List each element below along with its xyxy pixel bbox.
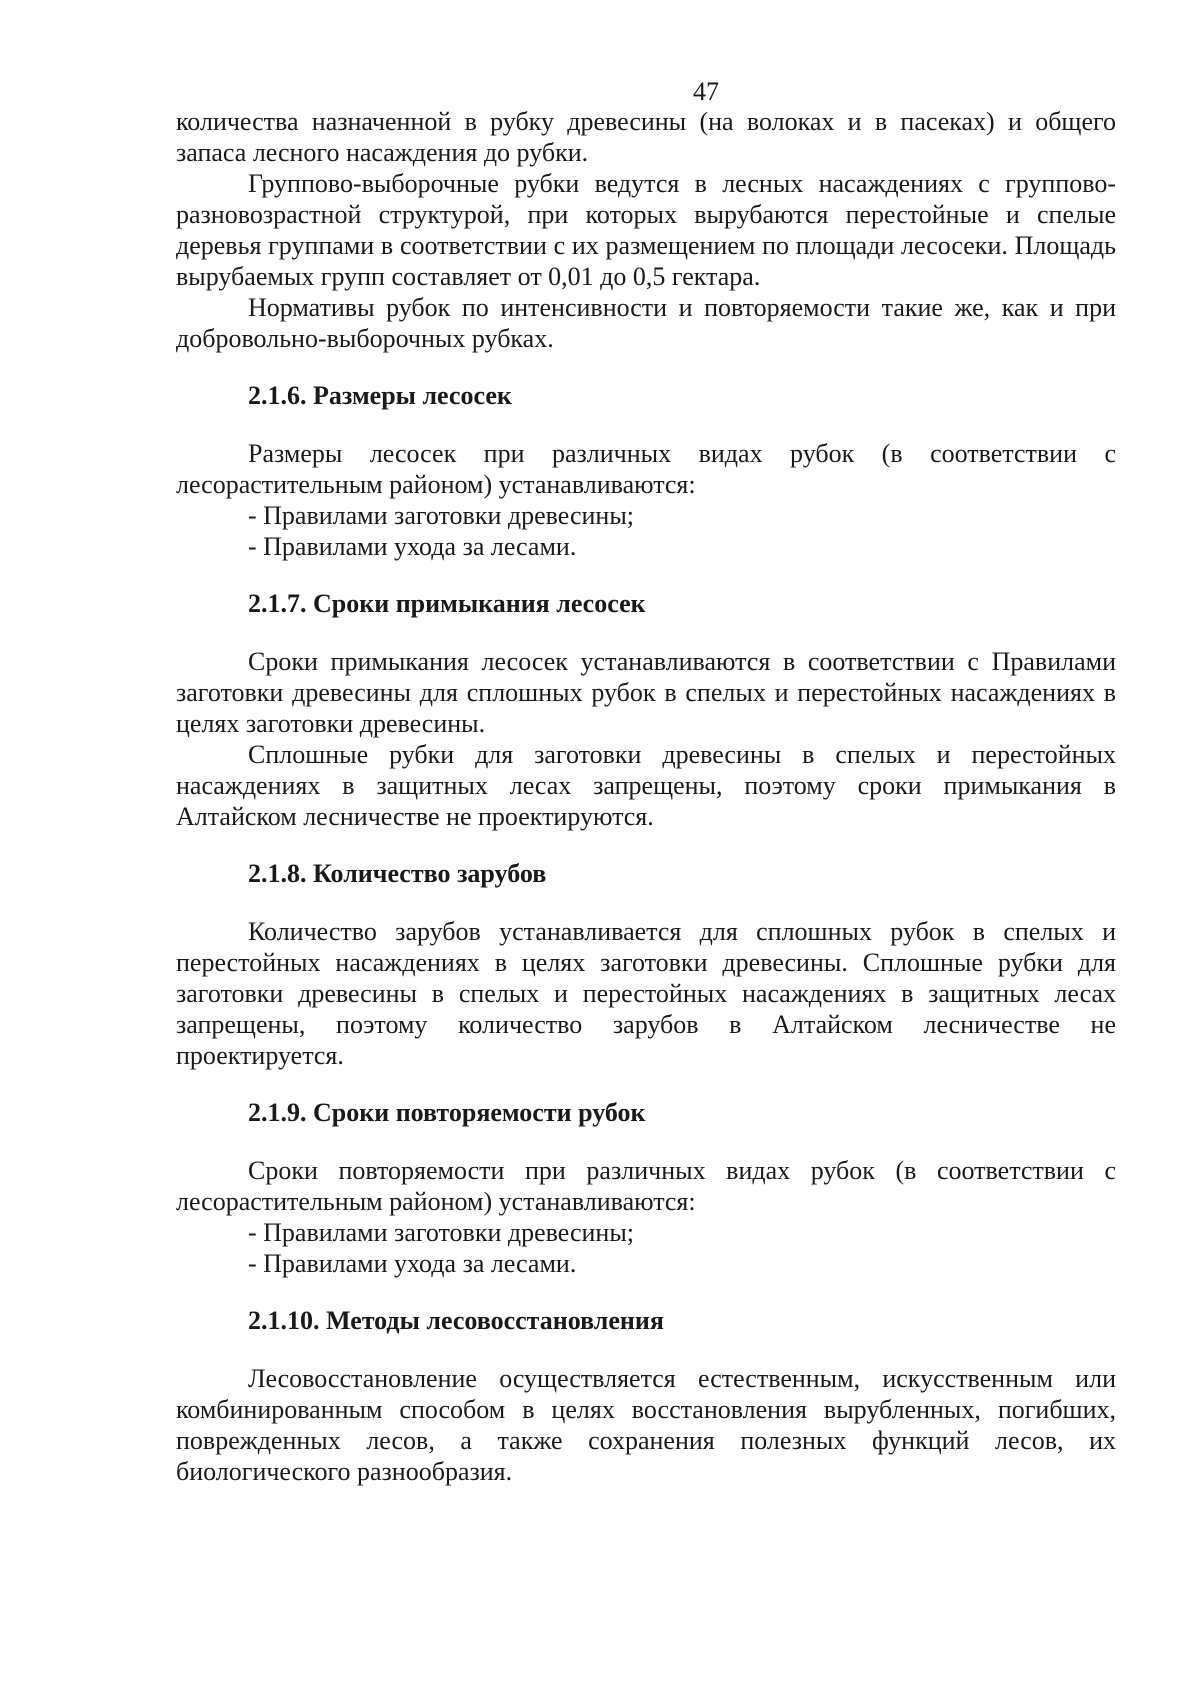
section-heading-2-1-8: 2.1.8. Количество зарубов xyxy=(248,859,547,888)
intro-paragraph-1: количества назначенной в рубку древесины (на волоках и в пасеках) и общего запаса лесного насаждения до рубки. xyxy=(176,107,1116,167)
section-2-1-9-paragraph: Сроки повторяемости при различных видах рубок (в соответствии с лесорастительным районом) устанавливаются: xyxy=(176,1156,1116,1216)
intro-paragraph-2: Группово-выборочные рубки ведутся в лесных насаждениях с группово-разновозрастной структурой, при которых вырубаются перестойные и спелые деревья группами в соответствии с их размещением по площади лесосеки. Площадь вырубаемых групп составляет от 0,01 до 0,5 гектара. xyxy=(176,169,1116,291)
section-2-1-8-paragraph: Количество зарубов устанавливается для сплошных рубок в спелых и перестойных насаждениях в целях заготовки древесины. Сплошные рубки для заготовки древесины в спелых и перестойных насаждениях в защитных лесах запрещены, поэтому количество зарубов в Алтайском лесничестве не проектируется. xyxy=(176,917,1116,1070)
list-item: - Правилами заготовки древесины; xyxy=(248,501,635,530)
section-heading-2-1-7: 2.1.7. Сроки примыкания лесосек xyxy=(248,589,646,618)
section-2-1-7-paragraph-2: Сплошные рубки для заготовки древесины в спелых и перестойных насаждениях в защитных лесах запрещены, поэтому сроки примыкания в Алтайском лесничестве не проектируются. xyxy=(176,740,1116,831)
list-item: - Правилами ухода за лесами. xyxy=(248,532,577,561)
intro-paragraph-3: Нормативы рубок по интенсивности и повторяемости такие же, как и при добровольно-выборочных рубках. xyxy=(176,293,1116,353)
page-number: 47 xyxy=(693,77,719,106)
section-2-1-7-paragraph-1: Сроки примыкания лесосек устанавливаются в соответствии с Правилами заготовки древесины для сплошных рубок в спелых и перестойных насаждениях в целях заготовки древесины. xyxy=(176,647,1116,738)
document-page xyxy=(176,76,1116,1487)
section-heading-2-1-6: 2.1.6. Размеры лесосек xyxy=(248,381,512,410)
section-heading-2-1-10: 2.1.10. Методы лесовосстановления xyxy=(248,1306,664,1335)
section-2-1-10-paragraph: Лесовосстановление осуществляется естественным, искусственным или комбинированным способом в целях восстановления вырубленных, погибших, поврежденных лесов, а также сохранения полезных функций лесов, их биологического разнообразия. xyxy=(176,1364,1116,1486)
list-item: - Правилами ухода за лесами. xyxy=(248,1249,577,1278)
section-2-1-6-paragraph: Размеры лесосек при различных видах рубок (в соответствии с лесорастительным районом) устанавливаются: xyxy=(176,439,1116,499)
section-heading-2-1-9: 2.1.9. Сроки повторяемости рубок xyxy=(248,1098,646,1127)
list-item: - Правилами заготовки древесины; xyxy=(248,1218,635,1247)
